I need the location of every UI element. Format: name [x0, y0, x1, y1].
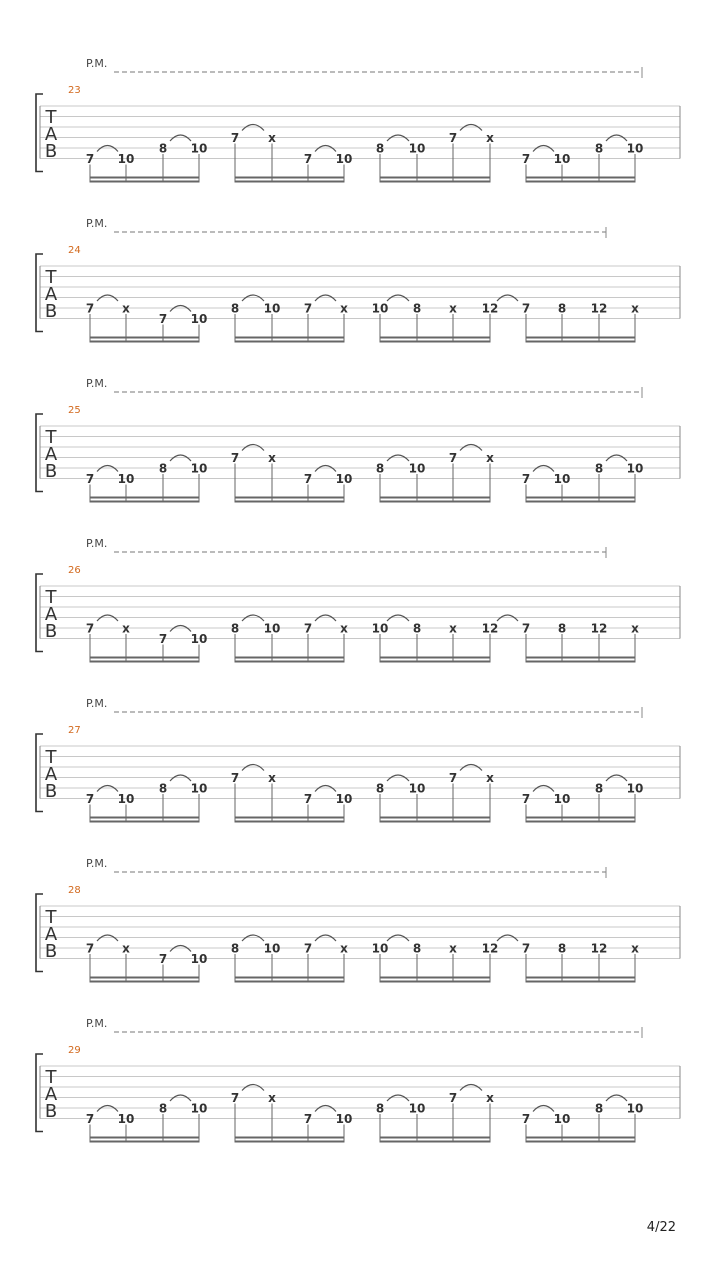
fret-number: 8: [594, 141, 604, 156]
tab-clef-letter: B: [44, 781, 58, 802]
measure-number: 25: [68, 405, 81, 416]
fret-number: 8: [158, 781, 168, 796]
fret-number: x: [486, 771, 494, 785]
fret-number: 10: [408, 461, 426, 476]
fret-number: 7: [303, 152, 313, 166]
fret-number: x: [486, 1091, 494, 1105]
fret-number: x: [486, 131, 494, 145]
fret-number: 10: [626, 781, 644, 796]
fret-number: x: [340, 941, 348, 956]
fret-number: 10: [626, 1101, 644, 1116]
fret-number: 7: [158, 312, 168, 326]
fret-number: 8: [594, 461, 604, 476]
fret-number: 10: [190, 141, 208, 156]
palm-mute-label: P.M.: [86, 697, 108, 710]
fret-number: 8: [230, 621, 240, 636]
fret-number: 10: [371, 301, 389, 316]
measure-number: 29: [68, 1045, 81, 1056]
fret-number: 7: [303, 792, 313, 806]
fret-number: 7: [158, 632, 168, 646]
tab-clef-letter: T: [45, 907, 57, 928]
fret-number: 7: [303, 1112, 313, 1126]
fret-number: x: [449, 621, 457, 636]
fret-number: 7: [521, 792, 531, 806]
fret-number: 8: [557, 941, 567, 956]
fret-number: 12: [481, 301, 499, 316]
fret-number: 7: [303, 472, 313, 486]
tab-clef-letter: T: [45, 427, 57, 448]
tab-clef-letter: A: [44, 1084, 58, 1105]
palm-mute-label: P.M.: [86, 217, 108, 230]
fret-number: 8: [412, 301, 422, 316]
fret-number: 7: [521, 301, 531, 316]
fret-number: 7: [521, 941, 531, 956]
fret-number: x: [122, 621, 130, 636]
fret-number: 7: [230, 771, 240, 785]
fret-number: 7: [85, 472, 95, 486]
fret-number: 7: [85, 792, 95, 806]
tab-clef-letter: B: [44, 621, 58, 642]
fret-number: 8: [375, 141, 385, 156]
fret-number: 7: [230, 131, 240, 145]
fret-number: x: [631, 941, 639, 956]
fret-number: 10: [626, 461, 644, 476]
fret-number: 10: [553, 1112, 571, 1126]
measure-number: 26: [68, 565, 81, 576]
fret-number: 7: [85, 152, 95, 166]
fret-number: 10: [263, 301, 281, 316]
fret-number: 7: [85, 301, 95, 316]
fret-number: 8: [158, 141, 168, 156]
fret-number: 12: [481, 621, 499, 636]
fret-number: 7: [521, 621, 531, 636]
tab-clef-letter: A: [44, 124, 58, 145]
fret-number: 8: [158, 461, 168, 476]
fret-number: 7: [85, 941, 95, 956]
tab-clef-letter: A: [44, 444, 58, 465]
fret-number: x: [268, 1091, 276, 1105]
tab-clef-letter: B: [44, 461, 58, 482]
palm-mute-label: P.M.: [86, 1017, 108, 1030]
fret-number: 10: [553, 472, 571, 486]
fret-number: 10: [335, 1112, 353, 1126]
fret-number: 7: [85, 1112, 95, 1126]
measure-number: 28: [68, 885, 81, 896]
tab-clef-letter: B: [44, 301, 58, 322]
fret-number: 12: [481, 941, 499, 956]
fret-number: 10: [335, 152, 353, 166]
tab-clef-letter: B: [44, 141, 58, 162]
fret-number: 10: [626, 141, 644, 156]
fret-number: 10: [335, 472, 353, 486]
fret-number: 8: [594, 1101, 604, 1116]
fret-number: x: [268, 451, 276, 465]
fret-number: 10: [117, 792, 135, 806]
fret-number: x: [449, 941, 457, 956]
fret-number: 7: [448, 771, 458, 785]
fret-number: 8: [230, 301, 240, 316]
fret-number: 8: [557, 301, 567, 316]
fret-number: 7: [521, 152, 531, 166]
fret-number: 10: [408, 781, 426, 796]
tab-clef-letter: T: [45, 107, 57, 128]
fret-number: 10: [371, 941, 389, 956]
fret-number: 10: [117, 152, 135, 166]
fret-number: 7: [303, 621, 313, 636]
fret-number: x: [268, 131, 276, 145]
fret-number: x: [122, 941, 130, 956]
fret-number: 10: [263, 621, 281, 636]
fret-number: 12: [590, 621, 608, 636]
fret-number: 8: [594, 781, 604, 796]
tab-clef-letter: A: [44, 924, 58, 945]
fret-number: 10: [190, 632, 208, 646]
fret-number: 7: [521, 1112, 531, 1126]
fret-number: 8: [158, 1101, 168, 1116]
fret-number: 10: [371, 621, 389, 636]
fret-number: 7: [448, 451, 458, 465]
fret-number: 7: [448, 131, 458, 145]
fret-number: x: [631, 301, 639, 316]
fret-number: 10: [553, 792, 571, 806]
fret-number: 10: [408, 1101, 426, 1116]
fret-number: 7: [448, 1091, 458, 1105]
fret-number: 7: [303, 941, 313, 956]
palm-mute-label: P.M.: [86, 377, 108, 390]
fret-number: 7: [303, 301, 313, 316]
fret-number: x: [631, 621, 639, 636]
fret-number: 8: [375, 461, 385, 476]
measure-number: 24: [68, 245, 81, 256]
tab-clef-letter: T: [45, 1067, 57, 1088]
fret-number: x: [486, 451, 494, 465]
tab-clef-letter: B: [44, 1101, 58, 1122]
tab-clef-letter: A: [44, 764, 58, 785]
tab-clef-letter: T: [45, 587, 57, 608]
fret-number: 10: [190, 461, 208, 476]
fret-number: 10: [335, 792, 353, 806]
tab-clef-letter: T: [45, 747, 57, 768]
fret-number: 10: [263, 941, 281, 956]
fret-number: 7: [230, 1091, 240, 1105]
fret-number: x: [340, 621, 348, 636]
fret-number: 8: [375, 781, 385, 796]
fret-number: 8: [412, 941, 422, 956]
fret-number: 12: [590, 941, 608, 956]
palm-mute-label: P.M.: [86, 857, 108, 870]
fret-number: 7: [158, 952, 168, 966]
page-number: 4/22: [646, 1220, 676, 1235]
fret-number: 10: [190, 312, 208, 326]
fret-number: 10: [190, 952, 208, 966]
fret-number: 12: [590, 301, 608, 316]
fret-number: 10: [190, 781, 208, 796]
tab-clef-letter: T: [45, 267, 57, 288]
fret-number: 10: [190, 1101, 208, 1116]
fret-number: x: [268, 771, 276, 785]
palm-mute-label: P.M.: [86, 57, 108, 70]
fret-number: 8: [230, 941, 240, 956]
fret-number: 10: [553, 152, 571, 166]
fret-number: 8: [557, 621, 567, 636]
measure-number: 23: [68, 85, 81, 96]
tab-clef-letter: A: [44, 284, 58, 305]
fret-number: x: [340, 301, 348, 316]
tab-clef-letter: B: [44, 941, 58, 962]
fret-number: 8: [375, 1101, 385, 1116]
tab-clef-letter: A: [44, 604, 58, 625]
fret-number: 10: [408, 141, 426, 156]
fret-number: 10: [117, 1112, 135, 1126]
palm-mute-label: P.M.: [86, 537, 108, 550]
measure-number: 27: [68, 725, 81, 736]
fret-number: 8: [412, 621, 422, 636]
fret-number: 7: [85, 621, 95, 636]
fret-number: x: [122, 301, 130, 316]
fret-number: x: [449, 301, 457, 316]
fret-number: 10: [117, 472, 135, 486]
fret-number: 7: [521, 472, 531, 486]
fret-number: 7: [230, 451, 240, 465]
